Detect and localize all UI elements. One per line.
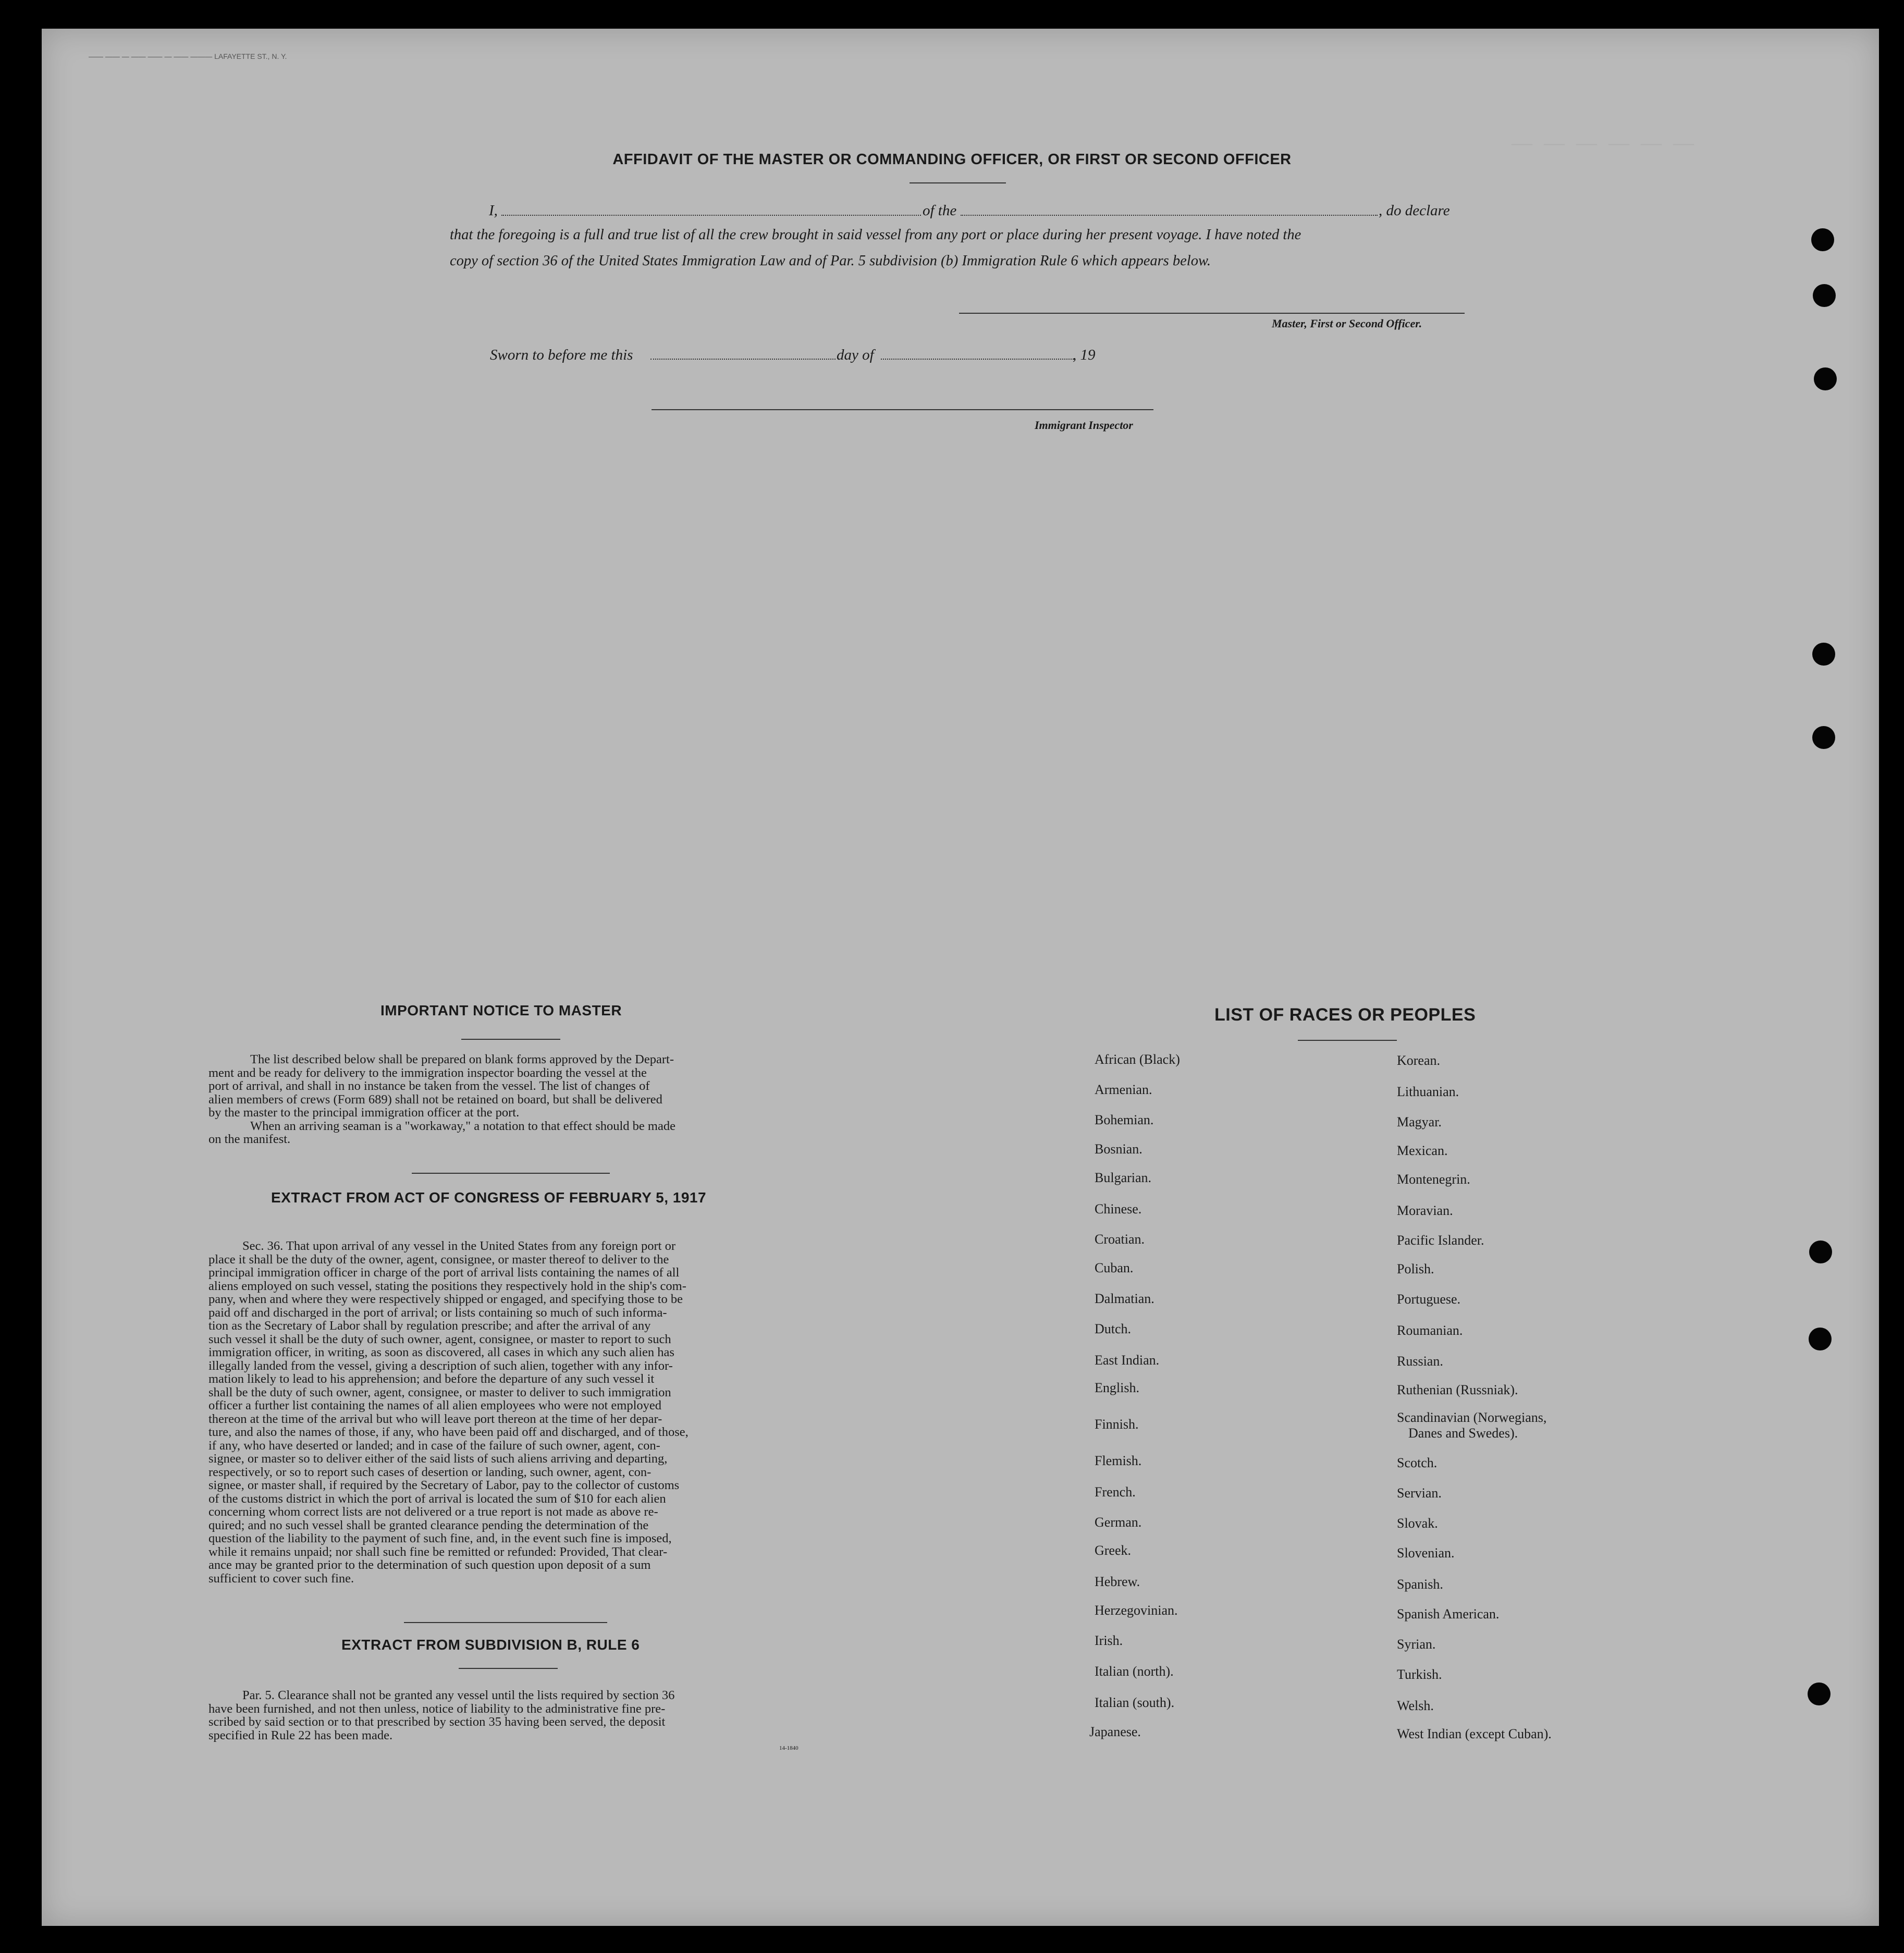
rule-extract-text: [208, 1689, 818, 1742]
race-item: Lithuanian.: [1397, 1084, 1459, 1099]
day-of-label: day of: [837, 347, 874, 363]
act-extract-title: EXTRACT FROM ACT OF CONGRESS OF FEBRUARY 5, 1917: [271, 1189, 707, 1206]
race-item: Greek.: [1095, 1543, 1132, 1558]
race-item: Scotch.: [1397, 1455, 1438, 1470]
act-line: respectively, or so to report such cases of desertion or landing, such owner, agent, con-: [208, 1465, 652, 1479]
races-divider: [1298, 1040, 1397, 1041]
act-line: officer a further list containing the names of all alien employees who were not employed: [208, 1398, 662, 1412]
act-line: ance may be granted prior to the determination of such question upon deposit of a sum: [208, 1558, 651, 1572]
race-item: Korean.: [1397, 1053, 1441, 1068]
punch-hole: [1812, 726, 1835, 749]
act-line: while it remains unpaid; nor shall such fine be remitted or refunded: Provided, That clear-: [208, 1544, 668, 1559]
punch-hole: [1808, 1682, 1831, 1705]
race-item: Spanish American.: [1397, 1606, 1500, 1622]
name-field[interactable]: [501, 215, 921, 216]
race-item: Japanese.: [1089, 1724, 1141, 1739]
act-line: paid off and discharged in the port of arrival; or lists containing so much of such informa-: [208, 1305, 667, 1320]
affidavit-do-declare: , do declare: [1379, 202, 1450, 219]
notice-line: ment and be ready for delivery to the immigration inspector boarding the vessel at the: [208, 1065, 647, 1080]
act-line: if any, who have deserted or landed; and in case of the failure of such owner, agent, con-: [208, 1438, 660, 1453]
affidavit-of-the: of the: [923, 202, 957, 219]
act-line: immigration officer, in writing, as soon as discovered, all cases in which any such alien has: [208, 1345, 674, 1359]
race-item: Magyar.: [1397, 1114, 1442, 1129]
notice-title: IMPORTANT NOTICE TO MASTER: [380, 1002, 622, 1018]
affidavit-line-1: that the foregoing is a full and true list of all the crew brought in said vessel from any port or place during her present voyage. I have noted the: [450, 227, 1301, 243]
act-line: signee, or master so to deliver either of the said lists of such aliens arriving and departing,: [208, 1452, 668, 1466]
race-item: Moravian.: [1397, 1203, 1453, 1218]
race-item: German.: [1095, 1515, 1142, 1530]
section-divider: [412, 1173, 610, 1174]
race-item: Ruthenian (Russniak).: [1397, 1382, 1518, 1397]
act-line: quired; and no such vessel shall be granted clearance pending the determination of the: [208, 1518, 649, 1532]
year-label: , 19: [1073, 347, 1096, 363]
affidavit-i: I,: [489, 202, 498, 219]
race-item: East Indian.: [1095, 1353, 1160, 1368]
race-item: Dutch.: [1095, 1321, 1132, 1336]
printer-imprint: —— —— — —— —— — —— ——— LAFAYETTE ST., N. Y.: [89, 52, 287, 60]
inspector-label: Immigrant Inspector: [1035, 419, 1133, 432]
race-item: West Indian (except Cuban).: [1397, 1726, 1552, 1741]
act-line: signee, or master shall, if required by the Secretary of Labor, pay to the collector of customs: [208, 1478, 680, 1492]
race-item: English.: [1095, 1380, 1139, 1395]
race-item: Danes and Swedes).: [1408, 1426, 1518, 1441]
race-item: Herzegovinian.: [1095, 1603, 1178, 1618]
race-item: Roumanian.: [1397, 1323, 1463, 1338]
notice-line: port of arrival, and shall in no instance be taken from the vessel. The list of changes of: [208, 1079, 650, 1093]
race-item: Mexican.: [1397, 1143, 1448, 1158]
rule-line: have been furnished, and not then unless, notice of liability to the administrative fine pre-: [208, 1701, 666, 1716]
punch-hole: [1809, 1240, 1832, 1263]
race-item: Chinese.: [1095, 1201, 1142, 1217]
act-line: principal immigration officer in charge of the port of arrival lists containing the names of all: [208, 1266, 680, 1280]
act-line: mation likely to lead to his apprehension; and before the departure of any such vessel it: [208, 1372, 655, 1386]
rule-extract-title: EXTRACT FROM SUBDIVISION B, RULE 6: [341, 1637, 640, 1653]
form-number: 14-1840: [779, 1745, 799, 1751]
sworn-month-field[interactable]: [881, 359, 1074, 360]
act-line: question of the liability to the payment of such fine, and, in the event such fine is imposed,: [208, 1531, 672, 1545]
act-line: pany, when and where they were respectively shipped or engaged, and specifying those to be: [208, 1292, 683, 1306]
race-item: Bulgarian.: [1095, 1170, 1152, 1185]
rule-line: scribed by said section or to that prescribed by section 35 having been served, the deposit: [208, 1715, 666, 1729]
sworn-label: Sworn to before me this: [490, 347, 633, 363]
rule-line: specified in Rule 22 has been made.: [208, 1728, 393, 1742]
act-line: ture, and also the names of those, if any, who have been paid off and discharged, and of those,: [208, 1425, 689, 1439]
race-item: Pacific Islander.: [1397, 1233, 1484, 1248]
race-item: Bohemian.: [1095, 1112, 1154, 1127]
act-line: sufficient to cover such fine.: [208, 1571, 354, 1586]
vessel-field[interactable]: [961, 215, 1378, 216]
race-item: Flemish.: [1095, 1453, 1142, 1468]
signature-label: Master, First or Second Officer.: [1272, 317, 1422, 330]
race-item: Russian.: [1397, 1354, 1443, 1369]
race-item: French.: [1095, 1484, 1136, 1500]
race-item: Spanish.: [1397, 1577, 1443, 1592]
act-line: aliens employed on such vessel, stating the positions they respectively hold in the ship's com-: [208, 1279, 686, 1293]
act-line: Sec. 36. That upon arrival of any vessel in the United States from any foreign port or: [242, 1239, 675, 1253]
race-item: Bosnian.: [1095, 1141, 1143, 1157]
act-line: thereon at the time of the arrival but who will leave port thereon at the time of her depar-: [208, 1411, 662, 1426]
punch-hole: [1812, 643, 1835, 666]
race-item: Armenian.: [1095, 1082, 1152, 1097]
act-line: tion as the Secretary of Labor shall by regulation prescribe; and after the arrival of any: [208, 1319, 651, 1333]
notice-line: When an arriving seaman is a "workaway," a notation to that effect should be made: [250, 1119, 675, 1133]
notice-line: on the manifest.: [208, 1132, 291, 1146]
act-extract-text: [208, 1239, 818, 1585]
race-item: Cuban.: [1095, 1260, 1134, 1275]
affidavit-line-2: copy of section 36 of the United States Immigration Law and of Par. 5 subdivision (b) Immigration Rule 6 which appears below.: [450, 253, 1211, 269]
race-item: Welsh.: [1397, 1698, 1434, 1713]
act-line: of the customs district in which the port of arrival is located the sum of $10 for each alien: [208, 1491, 666, 1506]
race-item: Dalmatian.: [1095, 1291, 1154, 1306]
signature-line[interactable]: [959, 313, 1465, 314]
race-item: Montenegrin.: [1397, 1172, 1470, 1187]
sworn-day-field[interactable]: [650, 359, 836, 360]
race-item: Italian (south).: [1095, 1695, 1175, 1710]
race-item: Slovenian.: [1397, 1545, 1455, 1561]
races-title: LIST OF RACES OR PEOPLES: [1214, 1005, 1476, 1025]
race-item: Polish.: [1397, 1261, 1434, 1276]
act-line: concerning whom correct lists are not delivered or a true report is not made as above re-: [208, 1505, 658, 1519]
race-item: Slovak.: [1397, 1516, 1438, 1531]
race-item: Turkish.: [1397, 1667, 1442, 1682]
punch-hole: [1813, 284, 1836, 307]
race-item: Italian (north).: [1095, 1664, 1174, 1679]
notice-line: alien members of crews (Form 689) shall not be retained on board, but shall be delivered: [208, 1092, 662, 1107]
bleed-through-text: — — — — — —: [1512, 131, 1697, 154]
race-item: Croatian.: [1095, 1232, 1145, 1247]
act-line: illegally landed from the vessel, giving a description of such alien, together with any infor-: [208, 1358, 673, 1373]
race-item: Scandinavian (Norwegians,: [1397, 1410, 1547, 1425]
section-divider: [404, 1622, 607, 1623]
notice-line: by the master to the principal immigration officer at the port.: [208, 1106, 520, 1120]
punch-hole: [1811, 228, 1834, 251]
notice-divider: [461, 1039, 560, 1040]
race-item: Syrian.: [1397, 1637, 1436, 1652]
act-line: shall be the duty of such owner, agent, consignee, or master to deliver to such immigration: [208, 1385, 671, 1399]
inspector-signature-line[interactable]: [652, 409, 1153, 410]
act-line: such vessel it shall be the duty of such owner, agent, consignee, or master to report to such: [208, 1332, 671, 1346]
title-divider: [910, 182, 1006, 183]
notice-text: [208, 1053, 818, 1146]
race-item: Finnish.: [1095, 1417, 1139, 1432]
act-line: place it shall be the duty of the owner, agent, consignee, or master thereof to deliver to the: [208, 1252, 669, 1267]
punch-hole: [1809, 1328, 1832, 1350]
race-item: Irish.: [1095, 1633, 1123, 1648]
notice-line: The list described below shall be prepared on blank forms approved by the Depart-: [250, 1052, 674, 1066]
race-item: Hebrew.: [1095, 1574, 1140, 1589]
rule-divider: [459, 1668, 558, 1669]
rule-line: Par. 5. Clearance shall not be granted any vessel until the lists required by section 36: [242, 1688, 675, 1702]
race-item: African (Black): [1095, 1052, 1180, 1067]
race-item: Portuguese.: [1397, 1292, 1461, 1307]
affidavit-title: AFFIDAVIT OF THE MASTER OR COMMANDING OFFICER, OR FIRST OR SECOND OFFICER: [612, 151, 1292, 168]
punch-hole: [1814, 367, 1837, 390]
race-item: Servian.: [1397, 1485, 1442, 1501]
